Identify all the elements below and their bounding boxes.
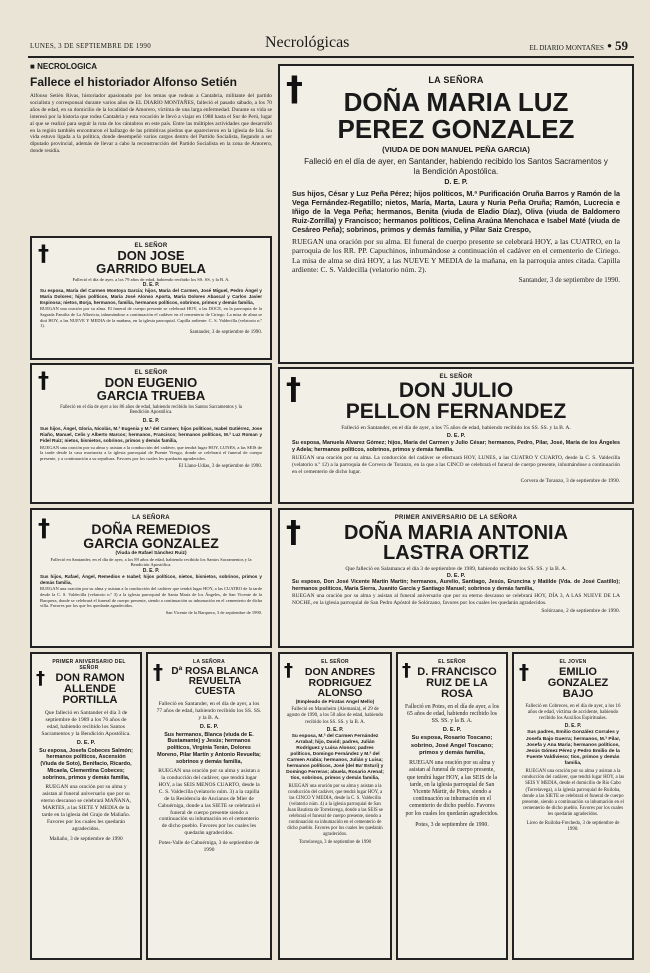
family-list: Sus hermanos, Blanca (viuda de E. Bustamante) y Jesús; hermanos políticos, Virginia Terán, Dolores Moreno, Pilar Martín y Antonio Revuelta; sobrinos y demás familia,: [157, 731, 261, 765]
closing: Corvera de Toranzo, 3 de septiembre de 1990.: [520, 477, 620, 484]
article-body: Alfonso Setién Rivas, historiador apasionado por los temas que rodean a Cantabria, militante del partido socialista y corresponsal durante varios años de EL DIARIO MONTAÑES, falleció el pasado sábado, a los 70 años de edad, en su domicilio de la localidad de Amorero, víctima de una larga enfermedad. Durante su vida se interesó por la historia que rodea Cantabria y esta vocación le llevó a viajar en 1988 hasta el Sur de Perú, lugar al que se realizó para seguir la ruta de los cántabros en este país. Entre las múltiples actividades que desarrolló en la región también encontraron el hallazgo de las primitivas piedras que aparecieron en la iglesia de Isla. Su vida estuvo ligada a la política, donde desempeñó varios cargos dentro del Partido Socialista, llegando a ser diputado provincial, además de llevar a cabo la reconstrucción del Partido Socialista en la zona de Amorero, donde residía.: [30, 93, 272, 155]
dep: D. E. P.: [564, 723, 582, 730]
header-rule: [28, 56, 634, 58]
widow-note: (Viuda de Rafael Sánchez Ruiz): [115, 550, 187, 556]
dep: D. E. P.: [76, 739, 96, 746]
honorific: EL JOVEN: [559, 659, 587, 665]
honorific: LA SEÑORA: [428, 75, 484, 85]
page-number: 59: [615, 38, 628, 53]
intro: Que falleció en Santander el día 3 de septiembre de 1989 a los 76 años de edad, habiendo recibido los Santos Sacramentos y la Bendición Apostólica.: [41, 709, 131, 737]
cross-icon: †: [38, 242, 49, 267]
obituary-julio-pellon: [278, 367, 634, 504]
intro: Falleció en el día de ayer, en Santander, habiendo recibido los Santos Sacramentos y la Bendición Apostólica.: [304, 157, 608, 176]
employer-note: (Empleado de Piratas Angel Mello): [295, 700, 375, 706]
cross-icon: †: [284, 660, 293, 681]
funeral-details: RUEGAN una oración por su alma y asistan a la conducción del cadáver, que tendrá lugar HOY, a las SEIS Y MEDIA, desde el domicilio de Río Cabo (Torrelavega), a la iglesia parroquial de Ruiloba, donde a las SIETE se celebrará el funeral de cuerpo presente, siendo a continuación su inhumación en el cementerio de dicho pueblo. Favores por los cuales les quedarán agradecidos.: [521, 769, 625, 818]
family-list: Sus hijos, Ángel, Gloria, Nicolás, M.ª Eugenia y M.ª del Carmen; hijos políticos, Isabel Gutiérrez, Jose Riaño, Manuel, Celis y Alberto Marcos; hermanos, Francisco; hermanos políticos, M.ª Luz Roman y Fidel Ruiz; nietos, bisnietos, sobrinos, primos y demás familia,: [40, 426, 262, 443]
name-line-1: DON EUGENIO: [104, 375, 198, 390]
name-line-2: GARRIDO BUELA: [96, 261, 206, 277]
cross-icon: †: [402, 660, 411, 681]
closing: Solórzano, 2 de septiembre de 1990.: [541, 607, 620, 614]
cross-icon: †: [38, 514, 50, 542]
section-title: Necrológicas: [265, 34, 350, 51]
family-list: Sus padres, Emilio González Corrales y Josefa Bajo Guerra; hermanos, M.ª Pilar, Josefa y Ana María; hermanos políticos, Jesús Gómez Pérez y Pedro Emilio de la Fuente Valdivieso; tíos, primos y demás familia,: [525, 730, 621, 767]
honorific: EL SEÑOR: [134, 370, 168, 376]
funeral-details: RUEGAN una oración por su alma y asistan al funeral aniversario que por su eterno descanso se celebrará MAÑANA, MARTES, a las SIETE Y MEDIA de la tarde en la iglesia del Grajo de Maliaño. Favores por los cuales les quedarán agradecidos.: [41, 784, 131, 832]
obituary-andres-rodriguez: [278, 652, 392, 960]
deceased-name: Dª ROSA BLANCA REVUELTA CUESTA: [171, 666, 259, 698]
funeral-details: RUEGAN una oración por su alma y asistan al funeral de cuerpo presente, que tendrá lugar HOY, a las SEIS de la tarde, en la iglesia parroquial de San Vicente Mártir, de Potes, siendo a continuación su inhumación en el cementerio de dicho pueblo. Favores por los cuales les quedarán agradecidos.: [405, 760, 499, 817]
family-list: Su esposa, Manuela Alvarez Gómez; hijos, María del Carmen y Julio César; hermanos, Pedro, Pilar, José, María de los Ángeles y Adela; hermanos políticos, sobrinos, primos y demás familia.: [292, 439, 620, 453]
intro: Falleció en Santander, en el día de ayer, a los 75 años de edad, habiendo recibido los SS. SS. y la B. A.: [341, 424, 571, 431]
closing: El Llano-Udías, 3 de septiembre de 1990.: [178, 463, 262, 469]
funeral-details: RUEGAN una oración por su alma y asistan a la conducción del cadáver, que tendrá lugar HOY, LUNES, a las SEIS de la tarde desde la casa mortuoria a la iglesia parroquial de Puente Viesgo, donde se celebrará el funeral de cuerpo presente, y a continuación a su sepultura. Favores por los cuales les quedarán agradecidos.: [40, 444, 262, 462]
cross-icon: †: [286, 69, 303, 109]
funeral-details: RUEGAN una oración por su alma y asistan a la conducción del cadáver, que tendrá lugar HOY, a las SEIS MENOS CUARTO, desde la C. S. Valdecilla (velatorio núm. 3) a la capilla de la Residencia de Ancianos de Mier de Cabuérniga, donde a las SIETE se celebrará el funeral de cuerpo presente siendo a continuación su inhumación en el cementerio de dicho pueblo. Favores por los cuales les quedarán agradecidos.: [157, 768, 260, 837]
obituary-maria-luz: [278, 64, 634, 364]
intro: Falleció en Santander, en el día de ayer, a los 89 años de edad, habiendo recibido los Santos Sacramentos y la Bendición Apostólica.: [50, 556, 252, 568]
funeral-details: RUEGAN una oración por su alma. El funeral de cuerpo presente se celebrará HOY, a las CUATRO, en la parroquia de los RR. PP. Capuchinos, inhumándose a continuación el cadáver en el cementerio de Ciriego. La misa de alma se dirá HOY, a las NUEVE Y MEDIA de la mañana, en la parroquia antes citada. Capilla ardiente: C. S. Valdecilla (velatorio núm. 2).: [292, 237, 620, 274]
cross-icon: †: [286, 515, 301, 550]
name-line-2: GARCIA GONZALEZ: [83, 535, 219, 552]
dep: D. E. P.: [142, 282, 160, 289]
family-list: Su esposa, Rosario Toscano; sobrino, José Angel Toscano; primos y demás familia,: [410, 735, 494, 756]
honorific: LA SEÑORA: [132, 515, 170, 521]
deceased-name: [32, 249, 270, 276]
obituary-jose-garrido: [30, 236, 272, 360]
funeral-details: RUEGAN una oración por su alma y asistan a la conducción del cadáver, que tendrá lugar HOY, a las CINCO Y MEDIA, desde la C. S. Valdecilla (velatorio núm. 4) a la iglesia parroquial de San Juan Bautista de Torrelavega, donde a las SEIS se celebrará el funeral de cuerpo presente, siendo a continuación su inhumación en el cementerio de dicho pueblo. Favores por los cuales les quedarán agradecidos.: [287, 783, 383, 837]
honorific: PRIMER ANIVERSARIO DE LA SEÑORA: [394, 515, 518, 521]
closing: San Vicente de la Barquera, 3 de septiembre de 1990.: [165, 609, 262, 615]
family-list: Su esposa, Josefa Cobeces Salmón; hermanos políticos, Ascensión (Viuda de Soto), Benifacio, Ricardo, Micaela, Clementina Cobeces; sobrinos, primos y demás familia,: [39, 747, 133, 781]
family-list: Sus hijos, Rafael, Ángel, Remedios e Isabel; hijos políticos, nietos, bisnietos, sobrinos, primos y demás familia,: [40, 574, 262, 585]
obituary-francisco-ruiz: [396, 652, 508, 960]
obituary-emilio-gonzalez: [512, 652, 634, 960]
paper-name: EL DIARIO MONTAÑES: [529, 44, 604, 52]
dep: D. E. P.: [446, 432, 466, 439]
family-list: Su esposo, Don José Vicente Martín Martín; hermanos, Aurelio, Santiago, Jesús, Eruncina y Matilde (Vda. de José Castillo); hermanos políticos, María Sierra, Juanito García y Santiago Manuel; sobrinos y demás familia,: [292, 578, 620, 592]
obituary-eugenio-garcia: [30, 363, 272, 504]
funeral-details: RUEGAN una oración por su alma y asistan a la conducción del cadáver que tendrá lugar HOY, a las CUATRO de la tarde desde la C. S. Valdecilla (velatorio n.º 3) a la iglesia parroquial de Santa María de los Ángeles, de San Vicente de la Barquera, donde se celebrará el funeral de cuerpo presente, siendo a continuación su inhumación en el cementerio de dicha villa. Favores por los que les quedarán agradecidos.: [40, 586, 262, 609]
obituary-rosa-blanca: [146, 652, 272, 960]
name-line-2: LASTRA ORTIZ: [383, 542, 529, 565]
intro: Falleció en Mannheim (Alemania), el 29 de agosto de 1990, a los 50 años de edad, habiendo recibido los SS. SS. y la B. A.: [286, 707, 384, 725]
name-line-2: PEREZ GONZALEZ: [337, 113, 575, 144]
deceased-name: [32, 522, 270, 551]
honorific: LA SEÑORA: [193, 659, 225, 665]
deceased-name: DON ANDRES RODRIGUEZ ALONSO: [304, 666, 376, 700]
deceased-name: [280, 523, 632, 564]
news-article: [30, 62, 272, 232]
issue-date: LUNES, 3 DE SEPTIEMBRE DE 1990: [30, 42, 151, 50]
dep: D. E. P.: [142, 418, 160, 425]
article-kicker: [30, 62, 272, 71]
dep: D. E. P.: [326, 726, 344, 733]
closing: Potes-Valle de Cabuérniga, 3 de septiembre de 1990: [158, 840, 260, 853]
deceased-name: [280, 380, 632, 423]
cross-icon: †: [519, 660, 529, 684]
deceased-name: DON RAMON ALLENDE PORTILLA: [55, 672, 125, 707]
widow-note: (VIUDA DE DON MANUEL PEÑA GARCIA): [382, 145, 530, 155]
honorific: PRIMER ANIVERSARIO DEL SEÑOR: [52, 659, 126, 671]
cross-icon: †: [38, 369, 49, 394]
deceased-name: EMILIO GONZALEZ BAJO: [547, 666, 609, 701]
dep: D. E. P.: [444, 179, 468, 187]
honorific: EL SEÑOR: [134, 243, 168, 249]
kicker-text: NECROLOGICA: [37, 62, 98, 71]
closing: Potes, 3 de septiembre de 1990.: [415, 821, 489, 828]
closing: Santander, 3 de septiembre de 1990.: [518, 276, 620, 285]
deceased-name: D. FRANCISCO RUIZ DE LA ROSA: [417, 666, 497, 701]
name-line-1: DOÑA MARIA ANTONIA: [343, 522, 569, 544]
name-line-1: DON JOSE: [117, 248, 185, 263]
funeral-details: RUEGAN una oración por su alma. La conducción del cadáver se efectuará HOY, LUNES, a las CUATRO Y CUARTO, desde la C. S. Valdecilla (velatorio n.º 12) a la parroquia de Corvera de Toranzo, en la que a las CINCO se celebrará el funeral de cuerpo presente, inhumándose a continuación en el cementerio de dicho lugar.: [292, 455, 620, 475]
intro: Falleció en el día de ayer a los 86 años de edad, habiendo recibido los Santos Sacramentos y la Bendición Apostólica.: [60, 404, 242, 416]
cross-icon: †: [286, 372, 301, 407]
closing: Santander, 3 de septiembre de 1990.: [189, 329, 262, 335]
name-line-1: DON JULIO: [398, 379, 514, 402]
name-line-2: GARCIA TRUEBA: [96, 388, 206, 404]
intro: Falleció en Cobreces, en el día de ayer, a los 16 años de edad, víctima de accidente, habiendo recibido los Auxilios Espirituales.: [525, 703, 621, 722]
masthead: EL DIARIO MONTAÑES • 59: [529, 38, 628, 53]
obituary-ramon-allende: [30, 652, 142, 960]
name-line-1: DOÑA MARIA LUZ: [343, 87, 569, 117]
family-list: Su esposa, María del Carmen Montoya García; hijos, María del Carmen, José Miguel, Pedro Ángel y María Dolores; hijos políticos, María José Alonso Aporta, María Dolores Abascal y Carlos Javier Espinosa; nietos, Borja, hermanos, familia, hermanos políticos, sobrinos, primos y demás familia,: [40, 288, 262, 305]
cross-icon: †: [153, 660, 163, 684]
page-header: [0, 0, 650, 58]
closing: Maliaño, 3 de septiembre de 1990: [49, 836, 123, 843]
square-bullet-icon: ■: [30, 62, 35, 71]
closing: Torrelavega, 3 de septiembre de 1990: [298, 839, 372, 845]
funeral-details: RUEGAN una oración por su alma. El funeral de cuerpo presente se celebrará HOY, a las DOCE, en la parroquia de la Sagrada Familia de La Albericia, inhumándose a continuación el cadáver en el cementerio de Ciriego. La misa de alma se dirá HOY, a las NUEVE Y MEDIA de la mañana, en la iglesia parroquial. Capilla ardiente: C. S. Valdecilla (velatorio n.º 1).: [40, 306, 262, 329]
honorific: EL SEÑOR: [439, 374, 473, 380]
cross-icon: †: [36, 668, 45, 689]
dep: D. E. P.: [442, 727, 462, 734]
deceased-name: [32, 376, 270, 403]
honorific: EL SEÑOR: [438, 659, 466, 665]
honorific: EL SEÑOR: [321, 659, 349, 665]
obituary-maria-antonia: [278, 508, 634, 648]
intro: Falleció el día de ayer, a los 79 años de edad, habiendo recibido los SS. SS. y la B. A.: [72, 276, 230, 282]
deceased-name: [280, 89, 632, 142]
intro: Falleció en Potes, en el día de ayer, a los 65 años de edad, habiendo recibido los SS. SS. y la B. A.: [405, 703, 499, 725]
family-list: Sus hijos, César y Luz Peña Pérez; hijos políticos, M.ª Purificación Oruña Barros y Ramón de la Vega Fernández-Regatillo; nietos, María, Marta, Laura y Nuria Peña Oruña; Ramón, Lucrecia e Iñigo de la Vega Peña; hermanos, Benita (viuda de Eladio Díaz), Oliva (viuda de Baldomero Ruiz-Zorrilla) y Francisco; hermanos políticos, Celina Araúna Menchaca e Isabel Maté (viuda de Cesáreo Peña); sobrinos, primos y demás familia, y Pilar Saiz Crespo,: [292, 189, 620, 235]
intro: Falleció en Santander, en el día de ayer, a los 77 años de edad, habiendo recibido los SS. SS. y la B. A.: [156, 700, 262, 721]
obituary-remedios-garcia: [30, 508, 272, 648]
dep: D. E. P.: [142, 568, 160, 574]
dep: D. E. P.: [446, 572, 466, 579]
closing: Liceo de Ruiloba-Frechedo, 3 de septiembre de 1990.: [526, 821, 620, 833]
intro: Que falleció en Salamanca el día 3 de septiembre de 1989, habiendo recibido los SS. SS. y la B. A.: [345, 565, 567, 572]
funeral-details: RUEGAN una oración por su alma y asistan al funeral aniversario que por su eterno descanso se celebrará HOY, DÍA 3, A LAS NUEVE DE LA NOCHE, en la iglesia parroquial de San Pedro Apóstol de Solórzano, favores por los cuales les quedarán agradecidos.: [292, 593, 620, 607]
dep: D. E. P.: [199, 723, 219, 730]
name-line-1: DOÑA REMEDIOS: [91, 521, 211, 537]
family-list: Su esposa, M.ª del Carmen Fernández Arrabal; hijo, David; padres, Julián Rodríguez y Luisa Alonso; padres políticos, Domingo Fernández y M.ª del Carmen Arabia; hermanos, Julián y Luisa; hermanos políticos, José (del Ba' Esturi) y Domingo Ferreras; abuela, Rosario Arenal; tíos, sobrinos, primos y demás familia,: [286, 733, 384, 781]
article-title: Fallece el historiador Alfonso Setién: [30, 75, 237, 89]
name-line-2: PELLON FERNANDEZ: [345, 400, 567, 424]
